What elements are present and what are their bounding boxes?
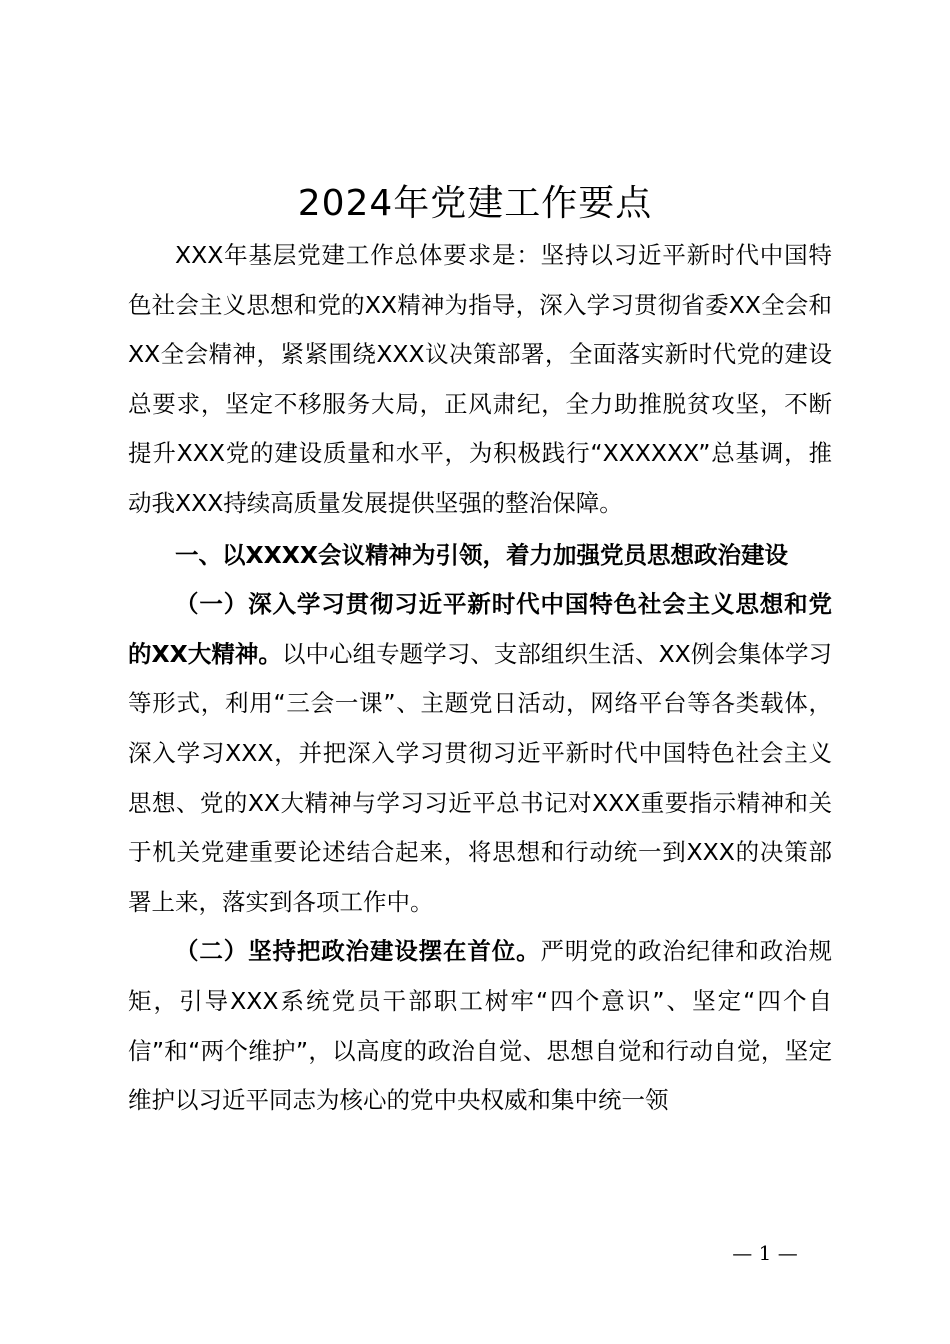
- section-item-2-lead: （二）坚持把政治建设摆在首位。: [175, 937, 541, 966]
- section-item-1-text: 以中心组专题学习、支部组织生活、XX例会集体学习等形式，利用“三会一课”、主题党日活动，网络平台等各类载体，深入学习XXX，并把深入学习贯彻习近平新时代中国特色社会主义思想、党的XX大精神与学习习近平总书记对XXX重要指示精神和关于机关党建重要论述结合起来，将思想和行动统一到XXX的决策部署上来，落实到各项工作中。: [128, 639, 832, 916]
- section-item-1: [128, 580, 832, 927]
- document-title: 2024年党建工作要点: [297, 183, 653, 224]
- section-item-2: [128, 927, 832, 1125]
- intro-paragraph: XXX年基层党建工作总体要求是：坚持以习近平新时代中国特色社会主义思想和党的XX精神为指导，深入学习贯彻省委XX全会和XX全会精神，紧紧围绕XXX议决策部署，全面落实新时代党的建设总要求，坚定不移服务大局，正风肃纪，全力助推脱贫攻坚，不断提升XXX党的建设质量和水平，为积极践行“XXXXXX”总基调，推动我XXX持续高质量发展提供坚强的整治保障。: [128, 241, 832, 517]
- section-heading: 一、以XXXX会议精神为引领，着力加强党员思想政治建设: [175, 540, 788, 569]
- page-number: — 1 —: [732, 1241, 798, 1265]
- section-item-1-lead: （一）深入学习贯彻习近平新时代中国特色社会主义思想和党的XX大精神。: [128, 590, 832, 668]
- section-item-2-text: 严明党的政治纪律和政治规矩，引导XXX系统党员干部职工树牢“四个意识”、坚定“四个自信”和“两个维护”，以高度的政治自觉、思想自觉和行动自觉，坚定维护以习近平同志为核心的党中央权威和集中统一领: [128, 937, 833, 1115]
- document-body: [128, 231, 832, 1126]
